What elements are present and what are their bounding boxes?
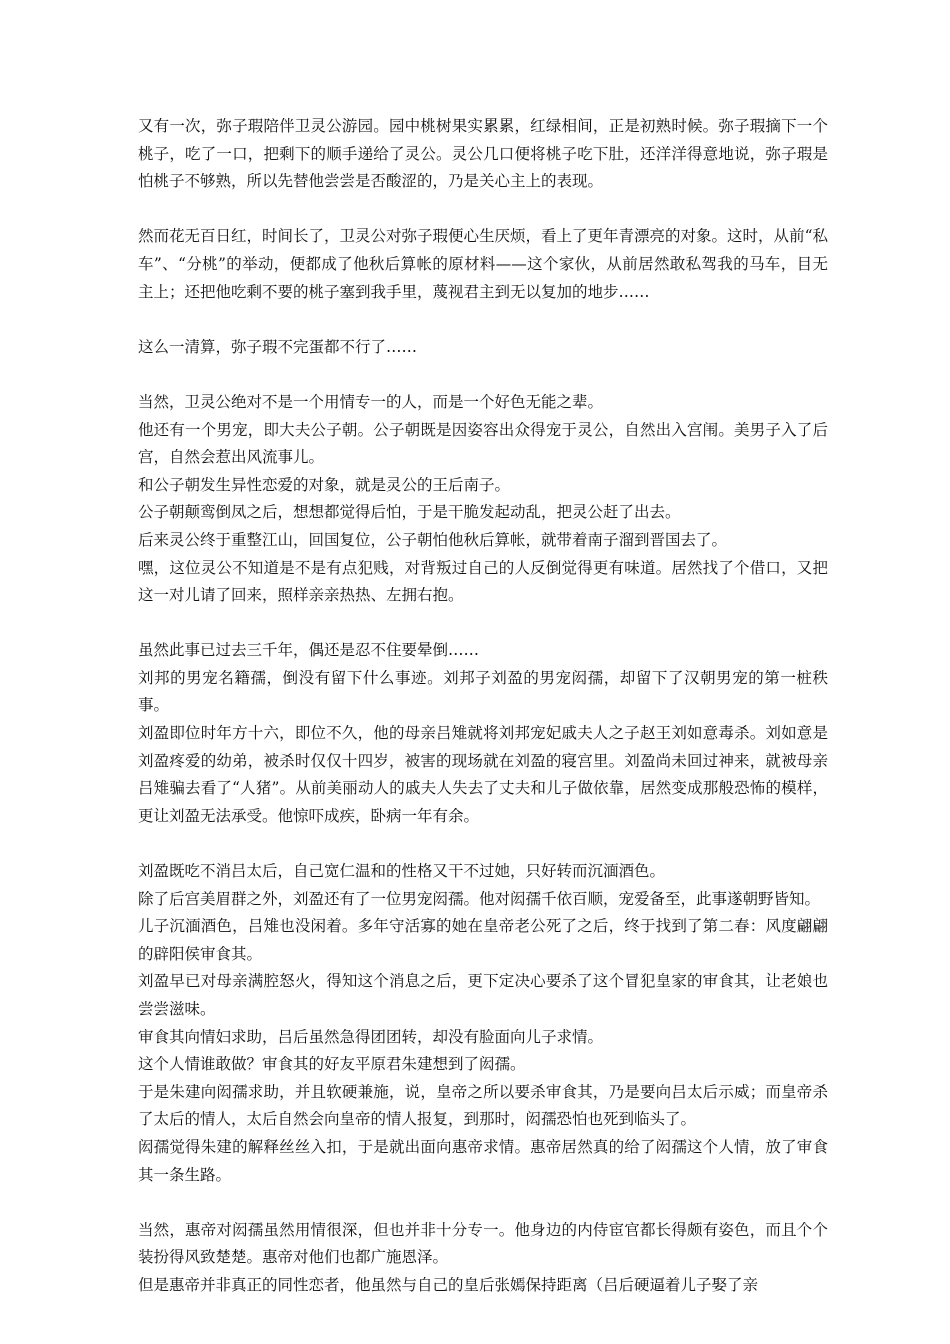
paragraph-plea: 审食其向情妇求助，吕后虽然急得团团转，却没有脸面向儿子求情。 (138, 1027, 604, 1046)
paragraph-peach-story: 又有一次，弥子瑕陪伴卫灵公游园。园中桃树果实累累，红绿相间，正是初熟时候。弥子瑕摘下一个桃子，吃了一口，把剩下的顺手递给了灵公。灵公几口便将桃子吃下肚，还洋洋得意地说，弥子瑕是怕桃子不够熟，所以先替他尝尝是否酸涩的，乃是关心主上的表现。 (138, 117, 828, 191)
paragraph-zhu-jian: 这个人情谁敢做？审食其的好友平原君朱建想到了闳孺。 (138, 1055, 526, 1074)
paragraph-break (138, 196, 828, 224)
paragraph-empress-zhang: 但是惠帝并非真正的同性恋者，他虽然与自己的皇后张嫣保持距离（吕后硬逼着儿子娶了亲 (138, 1275, 759, 1294)
paragraph-break (138, 1189, 828, 1217)
paragraph-lustful-duke: 当然，卫灵公绝对不是一个用情专一的人，而是一个好色无能之辈。 (138, 392, 604, 411)
paragraph-reckoning: 这么一清算，弥子瑕不完蛋都不行了…… (138, 337, 418, 356)
paragraph-break (138, 610, 828, 638)
paragraph-intent-to-kill: 刘盈早已对母亲满腔怒火，得知这个消息之后，更下定决心要杀了这个冒犯皇家的审食其，让老娘也尝尝滋味。 (138, 972, 828, 1018)
paragraph-spared: 闳孺觉得朱建的解释丝丝入扣，于是就出面向惠帝求情。惠帝居然真的给了闳孺这个人情，放了审食其一条生路。 (138, 1137, 828, 1184)
paragraph-indulgence: 刘盈既吃不消吕太后，自己宽仁温和的性格又干不过她，只好转而沉湎酒色。 (138, 862, 666, 881)
paragraph-break (138, 306, 828, 334)
paragraph-persuasion: 于是朱建向闳孺求助，并且软硬兼施，说，皇帝之所以要杀审食其，乃是要向吕太后示威；而皇帝杀了太后的情人，太后自然会向皇帝的情人报复，到那时，闳孺恐怕也死到临头了。 (138, 1082, 828, 1129)
paragraph-liu-ying-accession: 刘盈即位时年方十六，即位不久，他的母亲吕雉就将刘邦宠妃戚夫人之子赵王刘如意毒杀。刘如意是刘盈疼爱的幼弟，被杀时仅仅十四岁，被害的现场就在刘盈的寝宫里。刘盈尚未回过神来，就被母亲吕雉骗去看了“人猪”。从前美丽动人的戚夫人失去了丈夫和儿子做依靠，居然变成那般恐怖的模样，更让刘盈无法承受。他惊吓成疾，卧病一年有余。 (138, 724, 828, 825)
paragraph-han-favorites: 刘邦的男宠名籍孺，倒没有留下什么事迹。刘邦子刘盈的男宠闳孺，却留下了汉朝男宠的第一桩秩事。 (138, 668, 828, 715)
paragraph-eunuchs: 当然，惠帝对闳孺虽然用情很深，但也并非十分专一。他身边的内侍宦官都长得颇有姿色，而且个个装扮得风致楚楚。惠帝对他们也都广施恩泽。 (138, 1220, 828, 1267)
paragraph-hong-ru: 除了后宫美眉群之外，刘盈还有了一位男宠闳孺。他对闳孺千依百顺，宠爱备至，此事遂朝野皆知。 (138, 889, 821, 908)
paragraph-return: 嘿，这位灵公不知道是不是有点犯贱，对背叛过自己的人反倒觉得更有味道。居然找了个借口，又把这一对儿请了回来，照样亲亲热热、左拥右抱。 (138, 558, 828, 605)
paragraph-gongzi-chao: 他还有一个男宠，即大夫公子朝。公子朝既是因姿容出众得宠于灵公，自然出入宫闱。美男子入了后宫，自然会惹出风流事儿。 (138, 420, 828, 467)
paragraph-favor-fades: 然而花无百日红，时间长了，卫灵公对弥子瑕便心生厌烦，看上了更年青漂亮的对象。这时，从前“私车”、“分桃”的举动，便都成了他秋后算帐的原材料——这个家伙，从前居然敢私驾我的马车，目无主上；还把他吃剩不要的桃子塞到我手里，蔑视君主到无以复加的地步…… (138, 227, 828, 301)
paragraph-break (138, 361, 828, 389)
paragraph-three-thousand-years: 虽然此事已过去三千年，偶还是忍不住要晕倒…… (138, 641, 480, 660)
paragraph-nanzi: 和公子朝发生异性恋爱的对象，就是灵公的王后南子。 (138, 475, 511, 494)
paragraph-lu-zhi-second-spring: 儿子沉湎酒色，吕雉也没闲着。多年守活寡的她在皇帝老公死了之后，终于找到了第二春：风度翩翩的辟阳侯审食其。 (138, 917, 828, 963)
paragraph-rebellion: 公子朝颠鸾倒凤之后，想想都觉得后怕，于是干脆发起动乱，把灵公赶了出去。 (138, 503, 681, 522)
paragraph-restoration: 后来灵公终于重整江山，回国复位，公子朝怕他秋后算帐，就带着南子溜到晋国去了。 (138, 530, 728, 549)
document-page (138, 113, 828, 1300)
paragraph-break (138, 830, 828, 858)
